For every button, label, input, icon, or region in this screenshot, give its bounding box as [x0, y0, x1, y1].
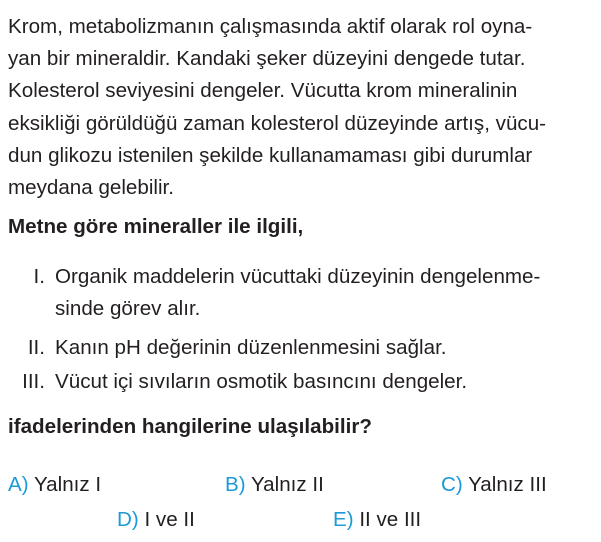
passage	[8, 11, 600, 204]
passage-line: yan bir mineraldir. Kandaki şeker düzeyini dengede tutar.	[8, 47, 526, 71]
statement-numeral: III.	[22, 370, 45, 393]
passage-line: dun glikozu istenilen şekilde kullanamaması gibi durumlar	[8, 143, 533, 167]
statement-text	[55, 332, 447, 364]
statement-text	[55, 366, 467, 398]
option-text: Yalnız II	[250, 473, 324, 496]
statement-numeral: I.	[33, 265, 45, 288]
statement-line: Vücut içi sıvıların osmotik basıncını dengeler.	[55, 370, 468, 393]
option-d[interactable]	[117, 504, 195, 536]
option-letter: A)	[8, 473, 29, 496]
option-b[interactable]	[225, 469, 324, 501]
option-e[interactable]	[333, 504, 421, 536]
option-letter: E)	[333, 508, 354, 531]
option-letter: B)	[225, 473, 246, 496]
statement-text	[55, 261, 540, 326]
option-text: Yalnız III	[468, 473, 547, 496]
passage-line: meydana gelebilir.	[8, 176, 174, 200]
statement-numeral: II.	[27, 336, 45, 359]
passage-line: Kolesterol seviyesini dengeler. Vücutta krom mineralinin	[8, 79, 518, 103]
statement-line: Kanın pH değerinin düzenlenmesini sağlar.	[55, 336, 447, 359]
option-text: Yalnız I	[33, 473, 102, 496]
statement-line: sinde görev alır.	[55, 297, 201, 321]
question-prompt: ifadelerinden hangilerine ulaşılabilir?	[8, 415, 372, 438]
option-a[interactable]	[8, 469, 101, 501]
option-text: I ve II	[144, 508, 195, 531]
statement-line: Organik maddelerin vücuttaki düzeyinin dengelenme-	[55, 265, 541, 288]
option-text: II ve III	[359, 508, 422, 531]
option-letter: D)	[117, 508, 139, 531]
passage-line: eksikliği görüldüğü zaman kolesterol düzeyinde artış, vücu-	[8, 111, 547, 135]
option-letter: C)	[441, 473, 463, 496]
option-c[interactable]	[441, 469, 547, 501]
passage-line: Krom, metabolizmanın çalışmasında aktif olarak rol oyna-	[8, 15, 533, 38]
question-stem: Metne göre mineraller ile ilgili,	[8, 215, 304, 238]
